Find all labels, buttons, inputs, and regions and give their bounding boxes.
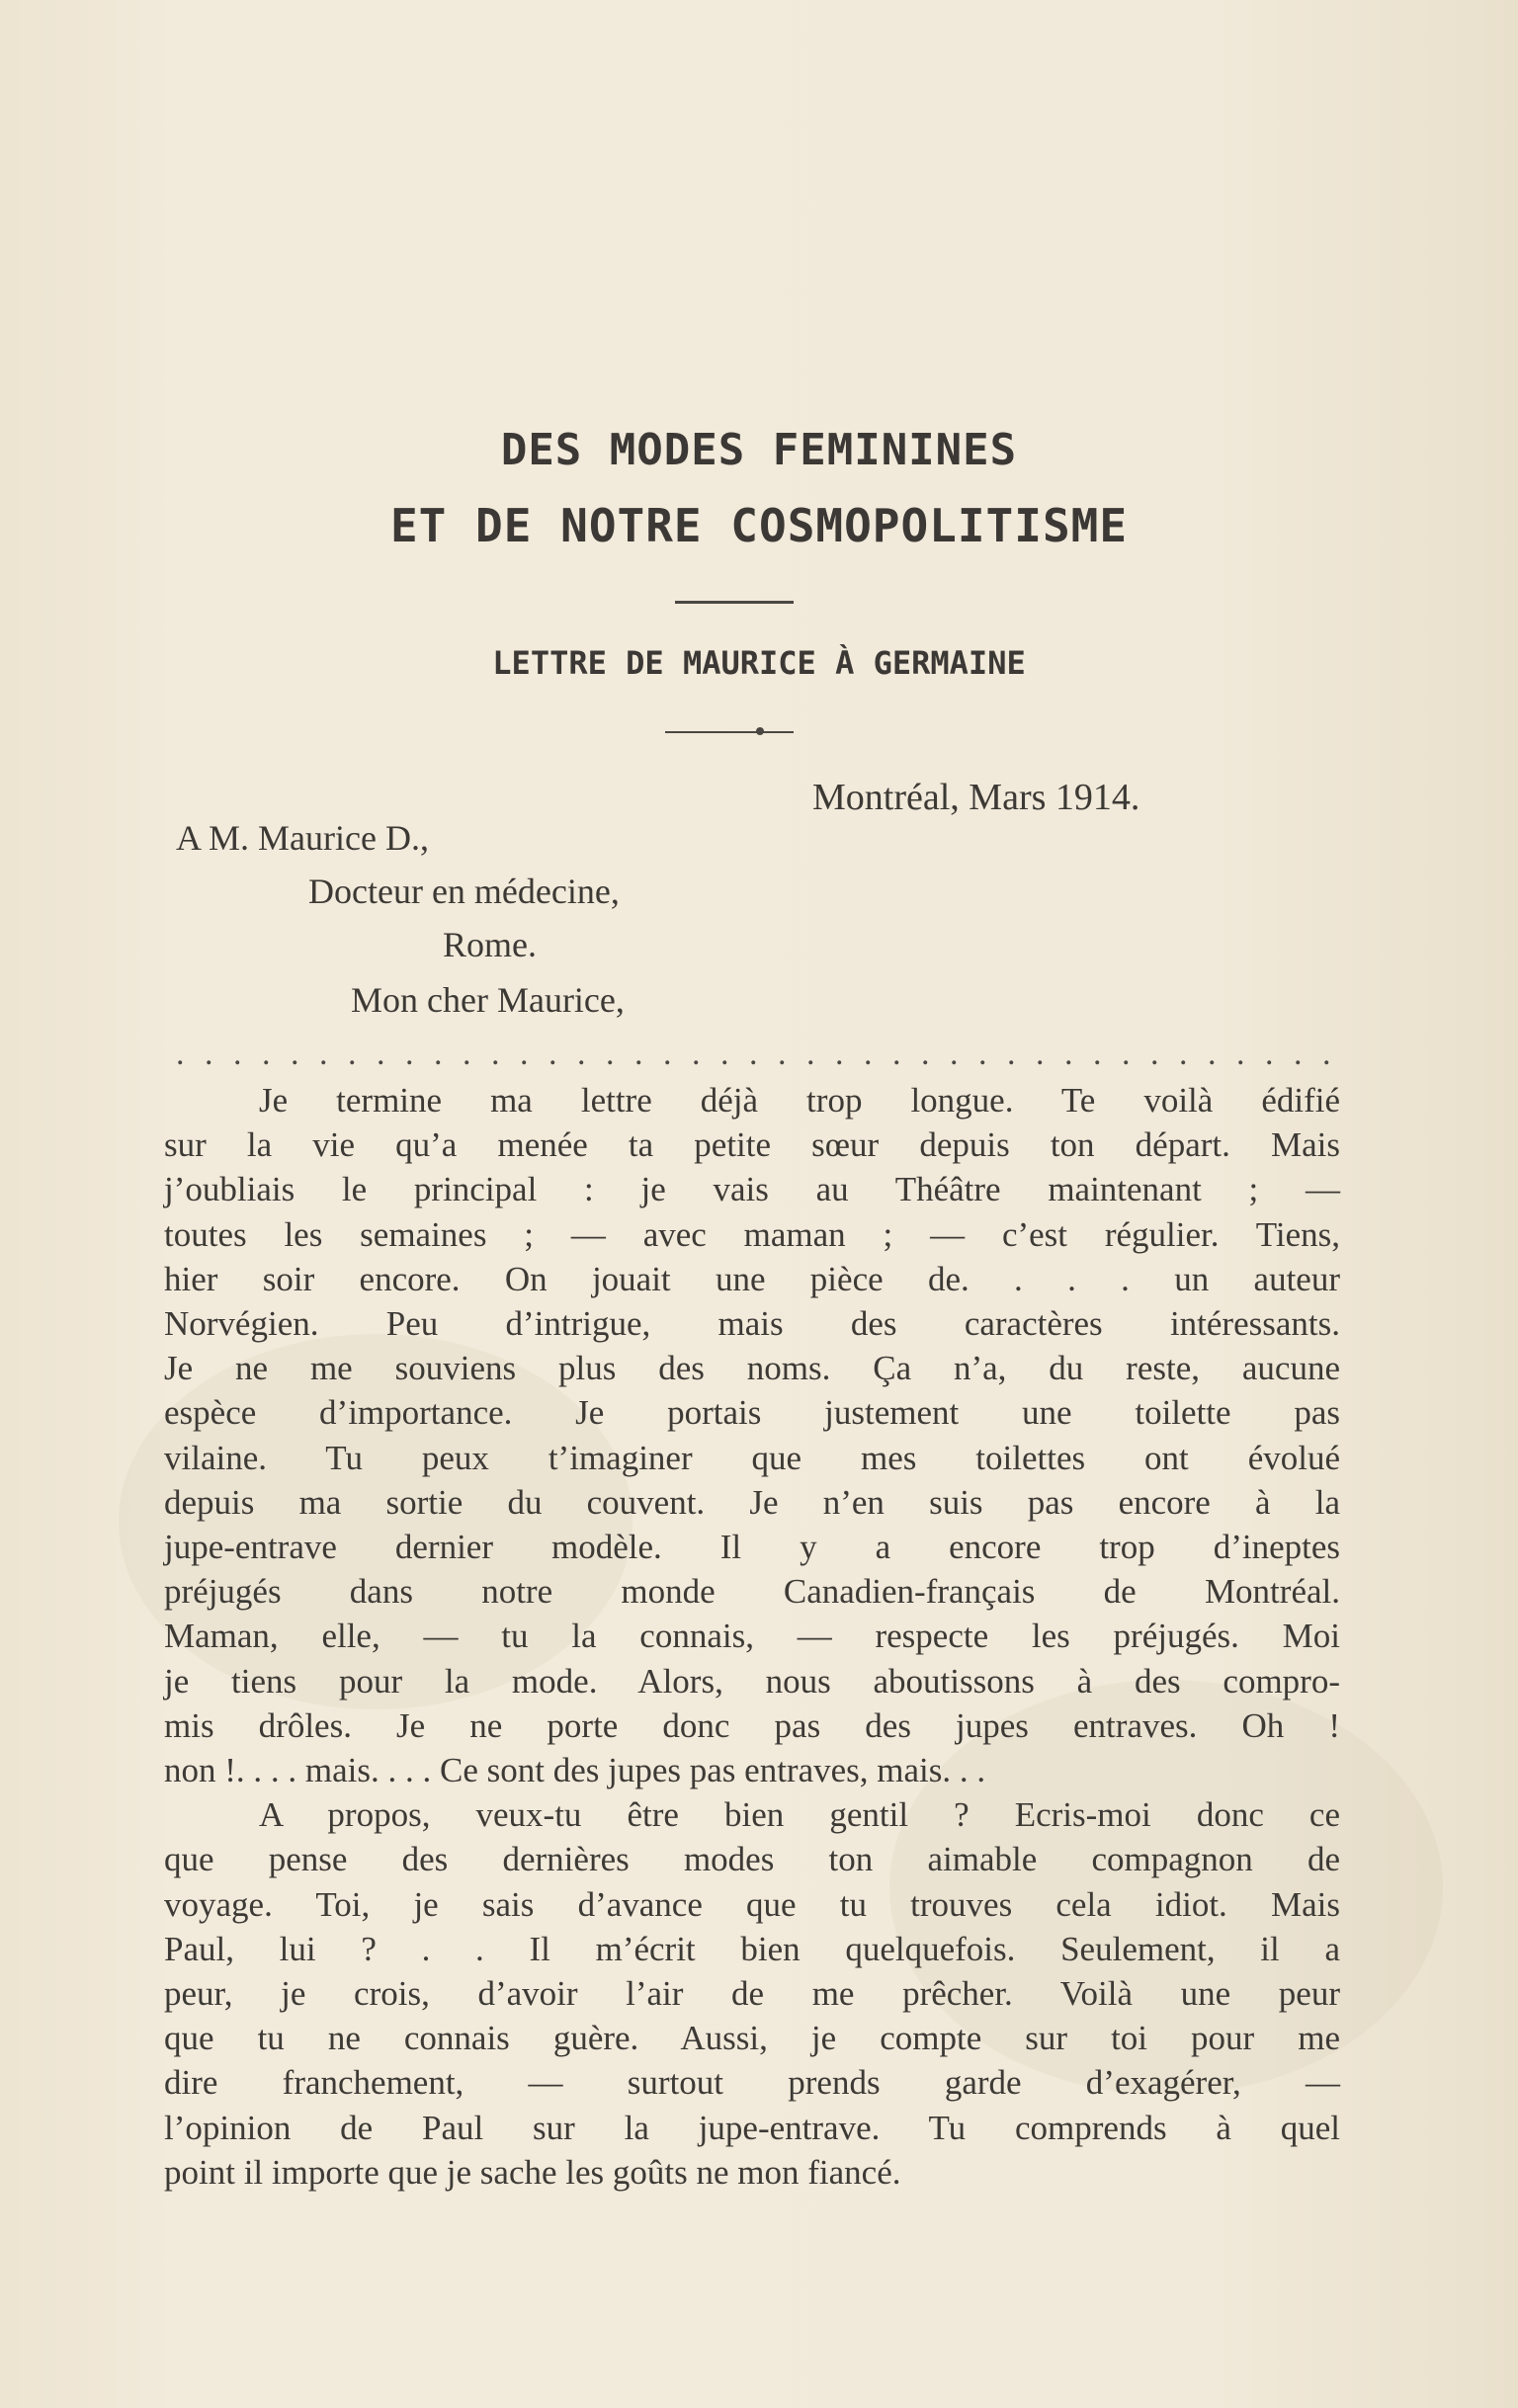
body-line: A propos, veux-tu être bien gentil ? Ecris-moi donc ce <box>259 1795 1340 1834</box>
subtitle-divider <box>665 731 794 733</box>
body-line: Maman, elle, — tu la connais, — respecte les préjugés. Moi <box>164 1617 1340 1655</box>
article-title-line-2: ET DE NOTRE COSMOPOLITISME <box>389 499 1129 552</box>
body-line: sur la vie qu’a menée ta petite sœur depuis ton départ. Mais <box>164 1125 1340 1164</box>
body-line: hier soir encore. On jouait une pièce de. . . . un auteur <box>164 1260 1340 1298</box>
recipient-name: A M. Maurice D., <box>176 818 429 858</box>
body-line: je tiens pour la mode. Alors, nous aboutissons à des compro- <box>164 1662 1340 1701</box>
body-line: l’opinion de Paul sur la jupe-entrave. Tu comprends à quel <box>164 2109 1340 2147</box>
body-line: espèce d’importance. Je portais justement une toilette pas <box>164 1393 1340 1432</box>
dateline: Montréal, Mars 1914. <box>812 777 1140 818</box>
title-divider <box>675 601 794 604</box>
body-line: point il importe que je sache les goûts ne mon fiancé. <box>164 2153 901 2192</box>
body-line: que pense des dernières modes ton aimable compagnon de <box>164 1840 1340 1878</box>
article-title-line-1: DES MODES FEMININES <box>500 425 1018 475</box>
recipient-title: Docteur en médecine, <box>308 872 620 911</box>
salutation: Mon cher Maurice, <box>351 980 625 1020</box>
divider-ornament <box>756 727 764 735</box>
body-line: Je ne me souviens plus des noms. Ça n’a, du reste, aucune <box>164 1349 1340 1387</box>
body-line: j’oubliais le principal : je vais au Théâtre maintenant ; — <box>164 1170 1340 1208</box>
body-line: Paul, lui ? . . Il m’écrit bien quelquefois. Seulement, il a <box>164 1930 1340 1968</box>
body-line: que tu ne connais guère. Aussi, je compte sur toi pour me <box>164 2019 1340 2057</box>
body-line: jupe-entrave dernier modèle. Il y a encore trop d’ineptes <box>164 1528 1340 1566</box>
body-line: voyage. Toi, je sais d’avance que tu trouves cela idiot. Mais <box>164 1885 1340 1924</box>
recipient-city: Rome. <box>443 925 537 964</box>
body-line: préjugés dans notre monde Canadien-français de Montréal. <box>164 1572 1340 1611</box>
body-line: toutes les semaines ; — avec maman ; — c’est régulier. Tiens, <box>164 1215 1340 1254</box>
body-line: peur, je crois, d’avoir l’air de me prêcher. Voilà une peur <box>164 1974 1340 2013</box>
body-line: Je termine ma lettre déjà trop longue. Te voilà édifié <box>259 1081 1340 1120</box>
body-line: Norvégien. Peu d’intrigue, mais des caractères intéressants. <box>164 1304 1340 1343</box>
body-line: depuis ma sortie du couvent. Je n’en suis pas encore à la <box>164 1483 1340 1522</box>
body-line: non !. . . . mais. . . . Ce sont des jupes pas entraves, mais. . . <box>164 1751 986 1789</box>
letter-subtitle: LETTRE DE MAURICE À GERMAINE <box>492 644 1026 682</box>
body-line: mis drôles. Je ne porte donc pas des jupes entraves. Oh ! <box>164 1706 1340 1745</box>
body-line: dire franchement, — surtout prends garde d’exagérer, — <box>164 2063 1340 2102</box>
ellipsis-row: . . . . . . . . . . . . . . . . . . . . . . . . . . . . . . . . . . . . . . . . . <box>176 1036 1337 1072</box>
body-line: vilaine. Tu peux t’imaginer que mes toilettes ont évolué <box>164 1439 1340 1477</box>
